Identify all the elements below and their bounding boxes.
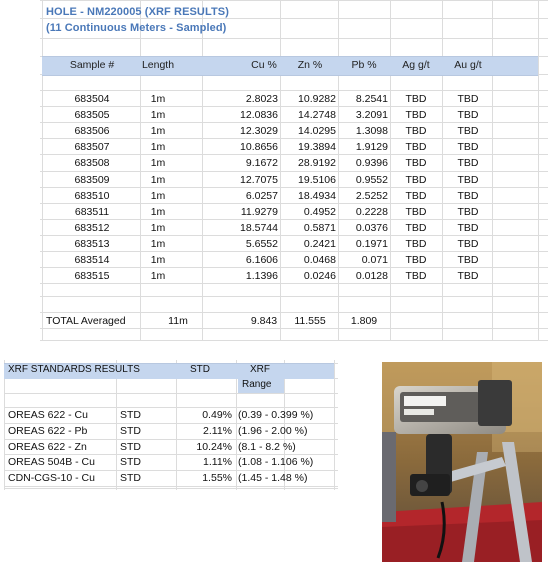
- gridline: [40, 251, 548, 252]
- cell-au: TBD: [457, 237, 479, 250]
- cell-length: 1m: [150, 141, 166, 154]
- cell-ag: TBD: [405, 237, 427, 250]
- cell-length: 1m: [150, 237, 166, 250]
- standard-type: STD: [120, 440, 141, 453]
- gridline: [40, 296, 548, 297]
- cell-sample: 683506: [74, 125, 110, 138]
- cell-length: 1m: [150, 221, 166, 234]
- gridline: [40, 340, 548, 341]
- cell-au: TBD: [457, 141, 479, 154]
- standard-name: CDN-CGS-10 - Cu: [8, 472, 95, 485]
- standard-range: (8.1 - 8.2 %): [238, 440, 296, 453]
- cell-sample: 683508: [74, 157, 110, 170]
- standard-value: 1.11%: [203, 456, 232, 469]
- cell-pb: 1.3098: [355, 125, 388, 138]
- standards-title: XRF STANDARDS RESULTS: [8, 364, 140, 375]
- cell-sample: 683504: [74, 93, 110, 105]
- gridline: [40, 0, 548, 1]
- cell-cu: 2.8023: [245, 93, 278, 105]
- gridline: [40, 90, 548, 91]
- cell-cu: 1.1396: [245, 270, 278, 283]
- cell-length: 1m: [150, 109, 166, 122]
- cell-pb: 0.9552: [355, 173, 388, 186]
- cell-au: TBD: [457, 157, 479, 170]
- gridline: [4, 393, 338, 394]
- standard-range: (1.45 - 1.48 %): [238, 472, 308, 485]
- gridline: [40, 283, 548, 284]
- cell-pb: 0.9396: [355, 157, 388, 170]
- col-header-ag: Ag g/t: [402, 59, 430, 71]
- col-header-pb: Pb %: [351, 59, 377, 71]
- total-zn: 11.555: [294, 315, 326, 327]
- cell-sample: 683512: [74, 221, 110, 234]
- cell-zn: 0.0468: [303, 254, 336, 266]
- cell-length: 1m: [150, 93, 166, 105]
- cell-ag: TBD: [405, 173, 427, 186]
- gridline: [4, 486, 338, 487]
- total-length: 11m: [168, 315, 188, 327]
- cell-pb: 0.0128: [355, 270, 388, 283]
- col-header-length: Length: [141, 59, 175, 71]
- standard-name: OREAS 622 - Cu: [8, 409, 88, 421]
- cell-ag: TBD: [405, 270, 427, 283]
- cell-sample: 683505: [74, 109, 110, 122]
- cell-ag: TBD: [405, 221, 427, 234]
- col-header-zn: Zn %: [297, 59, 323, 71]
- cell-zn: 0.5871: [303, 221, 336, 234]
- standards-xrf-header: XRF: [250, 364, 270, 375]
- cell-au: TBD: [457, 125, 479, 138]
- standard-value: 0.49%: [202, 409, 232, 421]
- standard-value: 1.55%: [202, 472, 232, 485]
- cell-zn: 14.0295: [298, 125, 336, 138]
- xrf-standards-sheet: [4, 360, 338, 490]
- cell-ag: TBD: [405, 254, 427, 266]
- xrf-analyzer-photo: [382, 362, 542, 562]
- standard-type: STD: [120, 424, 141, 437]
- cell-pb: 0.2228: [355, 205, 388, 218]
- total-label: TOTAL Averaged: [46, 315, 126, 327]
- cell-au: TBD: [457, 189, 479, 202]
- cell-pb: 0.071: [361, 254, 388, 266]
- cell-zn: 10.9282: [298, 93, 336, 105]
- cell-sample: 683509: [74, 173, 110, 186]
- cell-zn: 0.2421: [303, 237, 336, 250]
- cell-ag: TBD: [405, 125, 427, 138]
- gridline: [4, 488, 338, 489]
- col-header-sample: Sample #: [69, 59, 115, 71]
- sheet-subtitle: (11 Continuous Meters - Sampled): [46, 22, 227, 34]
- gridline: [40, 18, 548, 19]
- col-header-cu: Cu %: [251, 59, 277, 71]
- cell-cu: 6.0257: [245, 189, 278, 202]
- standard-range: (1.08 - 1.106 %): [238, 456, 314, 469]
- cell-zn: 19.5106: [298, 173, 336, 186]
- cell-au: TBD: [457, 254, 479, 266]
- cell-pb: 1.9129: [355, 141, 388, 154]
- standard-type: STD: [120, 409, 141, 421]
- total-pb: 1.809: [350, 315, 378, 327]
- cell-ag: TBD: [405, 205, 427, 218]
- gridline: [40, 328, 548, 329]
- cell-pb: 0.1971: [355, 237, 388, 250]
- standard-type: STD: [120, 472, 141, 485]
- cell-length: 1m: [150, 157, 166, 170]
- cell-ag: TBD: [405, 93, 427, 105]
- cell-sample: 683507: [74, 141, 110, 154]
- cell-au: TBD: [457, 109, 479, 122]
- cell-ag: TBD: [405, 157, 427, 170]
- cell-au: TBD: [457, 93, 479, 105]
- total-cu: 9.843: [250, 315, 278, 327]
- standard-range: (1.96 - 2.00 %): [238, 424, 308, 437]
- cell-length: 1m: [150, 205, 166, 218]
- cell-pb: 8.2541: [355, 93, 388, 105]
- cell-zn: 0.0246: [303, 270, 336, 283]
- gridline: [40, 312, 548, 313]
- gridline: [202, 0, 203, 340]
- cell-sample: 683515: [74, 270, 110, 283]
- cell-zn: 18.4934: [298, 189, 336, 202]
- cell-ag: TBD: [405, 109, 427, 122]
- gridline: [40, 267, 548, 268]
- cell-length: 1m: [150, 125, 166, 138]
- standards-std-header: STD: [190, 364, 210, 375]
- cell-ag: TBD: [405, 141, 427, 154]
- cell-cu: 18.5744: [240, 221, 278, 234]
- cell-zn: 19.3894: [298, 141, 336, 154]
- cell-au: TBD: [457, 173, 479, 186]
- col-header-au: Au g/t: [454, 59, 482, 71]
- gridline: [40, 122, 548, 123]
- cell-zn: 0.4952: [303, 205, 336, 218]
- cell-au: TBD: [457, 205, 479, 218]
- standard-value: 10.24%: [196, 440, 232, 453]
- cell-cu: 6.1606: [245, 254, 278, 266]
- cell-au: TBD: [457, 270, 479, 283]
- xrf-results-sheet: [40, 0, 548, 340]
- cell-length: 1m: [150, 173, 166, 186]
- gridline: [42, 0, 43, 340]
- gridline: [40, 235, 548, 236]
- cell-zn: 14.2748: [298, 109, 336, 122]
- cell-sample: 683513: [74, 237, 110, 250]
- cell-cu: 9.1672: [245, 157, 278, 170]
- cell-cu: 12.7075: [240, 173, 278, 186]
- standard-range: (0.39 - 0.399 %): [238, 409, 314, 421]
- cell-length: 1m: [150, 270, 166, 283]
- cell-pb: 2.5252: [355, 189, 388, 202]
- standard-type: STD: [120, 456, 141, 469]
- sheet-title: HOLE - NM220005 (XRF RESULTS): [46, 6, 230, 18]
- cell-sample: 683511: [74, 205, 110, 218]
- cell-zn: 28.9192: [298, 157, 336, 170]
- cell-cu: 11.9279: [240, 205, 278, 218]
- cell-cu: 5.6552: [245, 237, 278, 250]
- standard-name: OREAS 622 - Zn: [8, 440, 87, 453]
- cell-au: TBD: [457, 221, 479, 234]
- standard-value: 2.11%: [203, 424, 232, 437]
- cell-sample: 683514: [74, 254, 110, 266]
- cell-pb: 0.0376: [355, 221, 388, 234]
- analyzer-image: [382, 362, 542, 562]
- cell-cu: 10.8656: [240, 141, 278, 154]
- cell-sample: 683510: [74, 189, 110, 202]
- gridline: [538, 0, 539, 340]
- cell-cu: 12.3029: [240, 125, 278, 138]
- cell-length: 1m: [150, 189, 166, 202]
- standard-name: OREAS 622 - Pb: [8, 424, 88, 437]
- cell-length: 1m: [150, 254, 166, 266]
- cell-pb: 3.2091: [355, 109, 388, 122]
- cell-ag: TBD: [405, 189, 427, 202]
- standards-range-header: Range: [242, 379, 272, 390]
- cell-cu: 12.0836: [240, 109, 278, 122]
- gridline: [40, 106, 548, 107]
- gridline: [40, 38, 548, 39]
- standard-name: OREAS 504B - Cu: [8, 456, 95, 469]
